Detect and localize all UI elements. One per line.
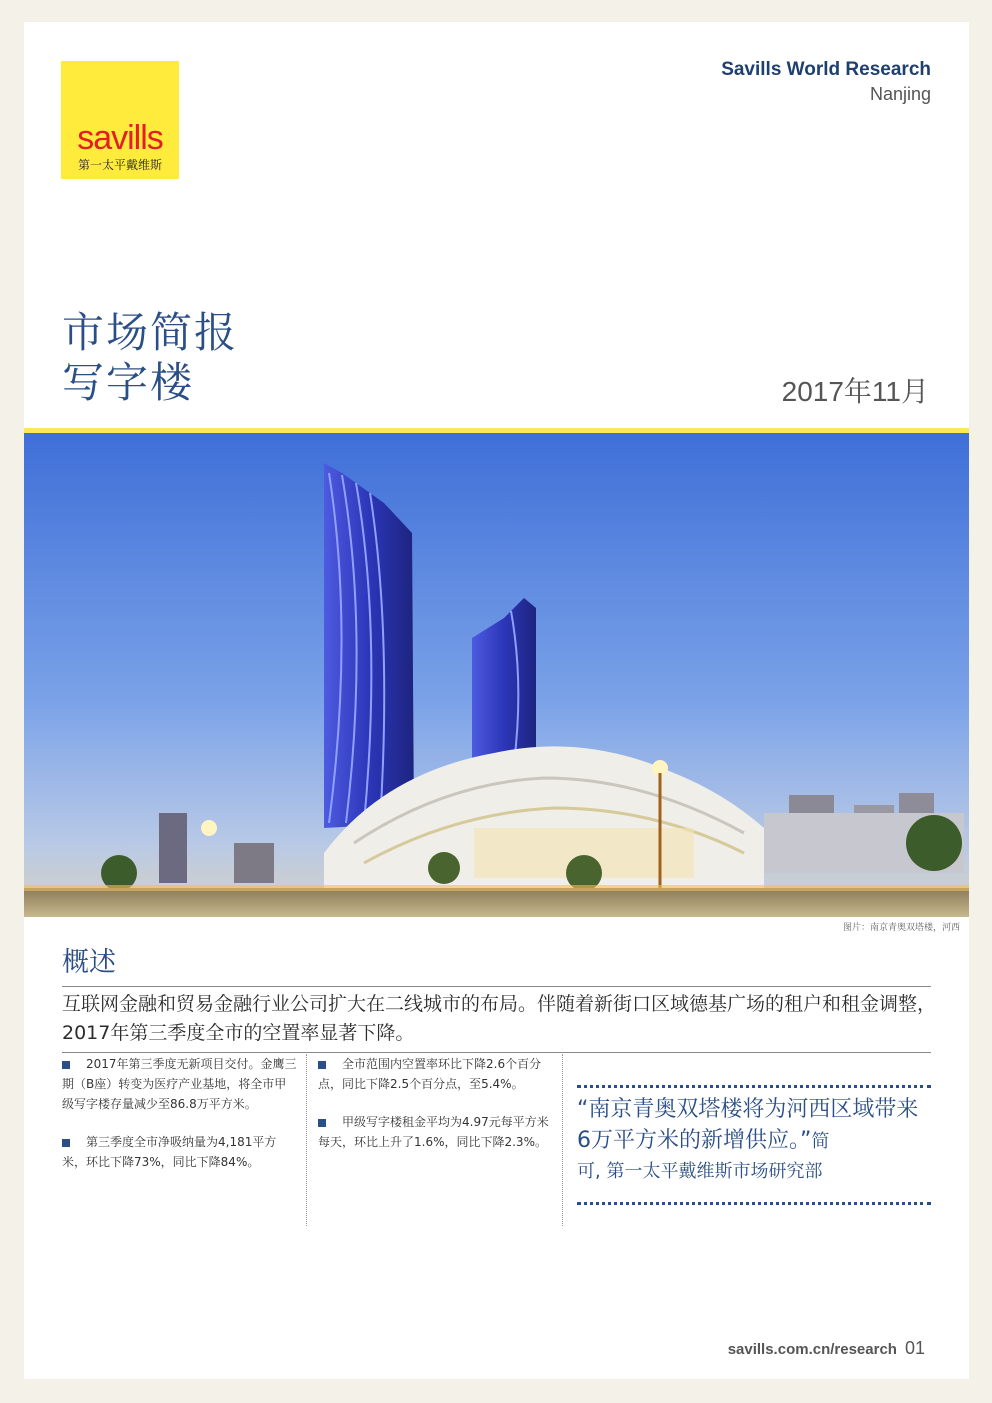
quote-attribution: 可, 第一太平戴维斯市场研究部	[577, 1161, 823, 1182]
report-page	[24, 22, 969, 1379]
title-line-1: 市场简报	[62, 308, 239, 357]
overview-heading: 概述	[62, 947, 116, 978]
overview-summary: 互联网金融和贸易金融行业公司扩大在二线城市的布局。伴随着新街口区域德基广场的租户和租金调整，2017年第三季度全市的空置率显著下降。	[62, 993, 937, 1044]
quote-text: “南京青奥双塔楼将为河西区域带来6万平方米的新增供应。”简	[577, 1097, 919, 1153]
footer-url[interactable]: savills.com.cn/research	[727, 1341, 897, 1358]
overview-top-rule	[62, 986, 931, 987]
hero-photo	[24, 433, 969, 917]
square-bullet-icon	[62, 1061, 70, 1069]
overview-bottom-rule	[62, 1052, 931, 1053]
logo-wordmark: savills	[77, 119, 163, 157]
pull-quote	[577, 1085, 931, 1205]
brand-title: Savills World Research	[721, 59, 931, 80]
bullet-item: 2017年第三季度无新项目交付。金鹰三期（B座）转变为医疗产业基地，将全市甲级写字楼存量减少至86.8万平方米。	[62, 1057, 297, 1111]
square-bullet-icon	[62, 1139, 70, 1147]
savills-logo	[61, 61, 179, 179]
bullets-column-2	[318, 1054, 553, 1170]
photo-caption: 图片：南京青奥双塔楼，河西	[842, 923, 960, 933]
page-number: 01	[904, 1338, 925, 1358]
title-line-2: 写字楼	[62, 358, 195, 407]
column-divider	[562, 1054, 563, 1226]
bullet-item: 全市范围内空置率环比下降2.6个百分点，同比下降2.5个百分点，至5.4%。	[318, 1057, 542, 1091]
brand-city: Nanjing	[869, 84, 931, 104]
bullets-column-1	[62, 1054, 298, 1190]
report-date: 2017年11月	[781, 376, 929, 407]
square-bullet-icon	[318, 1119, 326, 1127]
logo-chinese-name: 第一太平戴维斯	[77, 158, 162, 172]
page-footer	[728, 1338, 925, 1359]
bullet-item: 第三季度全市净吸纳量为4,181平方米，环比下降73%，同比下降84%。	[62, 1135, 277, 1169]
brand-header	[721, 58, 931, 106]
bullet-item: 甲级写字楼租金平均为4.97元每平方米每天，环比上升了1.6%，同比下降2.3%。	[318, 1115, 549, 1149]
square-bullet-icon	[318, 1061, 326, 1069]
report-title	[62, 308, 238, 408]
column-divider	[306, 1054, 307, 1226]
